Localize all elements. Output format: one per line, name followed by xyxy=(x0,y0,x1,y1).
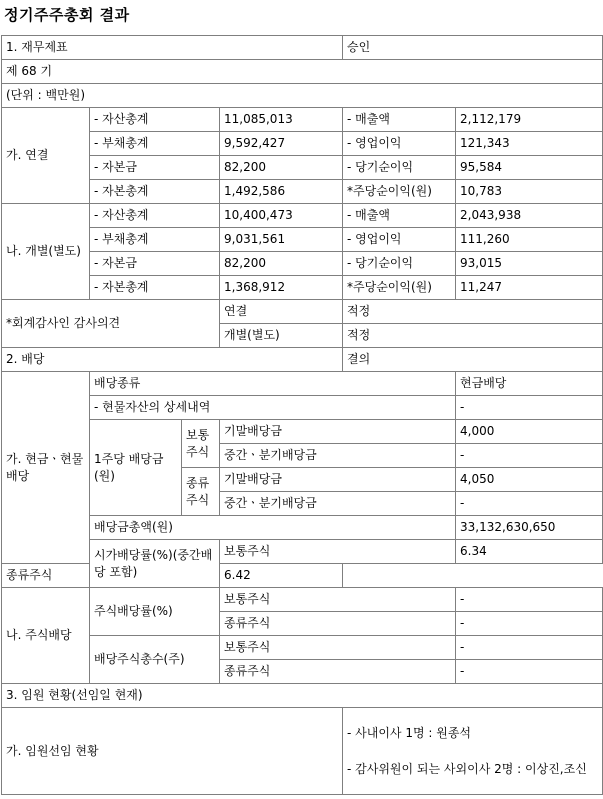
consolidated-item-value: 1,492,586 xyxy=(220,180,343,204)
consolidated-label: 가. 연결 xyxy=(2,108,90,204)
dividend-total-value: 33,132,630,650 xyxy=(456,516,603,540)
stock-rate-common-value: - xyxy=(456,588,603,612)
separate-item-value: 1,368,912 xyxy=(220,276,343,300)
separate-item-label: - 매출액 xyxy=(343,204,456,228)
appointment-line-2: - 감사위원이 되는 사외이사 2명 : 이상진,조신 xyxy=(347,761,587,776)
disclosure-table xyxy=(1,35,603,795)
separate-item-value: 9,031,561 xyxy=(220,228,343,252)
common-interim-value: - xyxy=(456,444,603,468)
yield-common-label: 보통주식 xyxy=(220,540,456,564)
fiscal-period: 제 68 기 xyxy=(2,60,603,84)
stock-rate-preferred-value: - xyxy=(456,612,603,636)
audit-separate-label: 개별(별도) xyxy=(220,324,343,348)
inkind-detail-label: - 현물자산의 상세내역 xyxy=(90,396,456,420)
year-end-dividend-label: 기말배당금 xyxy=(220,468,456,492)
consolidated-item-value: 82,200 xyxy=(220,156,343,180)
appointment-detail xyxy=(343,708,603,795)
consolidated-item-label: - 당기순이익 xyxy=(343,156,456,180)
separate-label: 나. 개별(별도) xyxy=(2,204,90,300)
table-row xyxy=(2,252,603,276)
separate-item-label: - 부채총계 xyxy=(90,228,220,252)
financials-value: 승인 xyxy=(343,36,603,60)
dividend-total-label: 배당금총액(원) xyxy=(90,516,456,540)
consolidated-item-value: 11,085,013 xyxy=(220,108,343,132)
separate-item-label: - 자본금 xyxy=(90,252,220,276)
directors-label: 3. 임원 현황(선임일 현재) xyxy=(2,684,603,708)
financials-label: 1. 재무제표 xyxy=(2,36,343,60)
consolidated-item-label: - 자본금 xyxy=(90,156,220,180)
per-share-dividend-label: 1주당 배당금(원) xyxy=(90,420,182,516)
separate-item-value: 11,247 xyxy=(456,276,603,300)
preferred-interim-value: - xyxy=(456,492,603,516)
dividend-value: 결의 xyxy=(343,348,603,372)
table-row xyxy=(2,228,603,252)
page-title: 정기주주총회 결과 xyxy=(4,6,130,24)
interim-dividend-label: 중간ㆍ분기배당금 xyxy=(220,444,456,468)
consolidated-item-label: - 자본총계 xyxy=(90,180,220,204)
yield-preferred-value: 6.42 xyxy=(220,564,343,588)
table-row xyxy=(2,132,603,156)
table-row xyxy=(2,108,603,132)
separate-item-value: 93,015 xyxy=(456,252,603,276)
consolidated-item-label: - 자산총계 xyxy=(90,108,220,132)
audit-consolidated-value: 적정 xyxy=(343,300,603,324)
unit-note: (단위 : 백만원) xyxy=(2,84,603,108)
dividend-yield-label: 시가배당률(%)(중간배당 포함) xyxy=(90,540,220,588)
table-row xyxy=(2,204,603,228)
stock-count-common-label: 보통주식 xyxy=(220,636,456,660)
separate-item-label: - 자산총계 xyxy=(90,204,220,228)
stock-dividend-label: 나. 주식배당 xyxy=(2,588,90,684)
consolidated-item-label: - 매출액 xyxy=(343,108,456,132)
separate-item-value: 10,400,473 xyxy=(220,204,343,228)
separate-item-value: 82,200 xyxy=(220,252,343,276)
inkind-detail-value: - xyxy=(456,396,603,420)
separate-item-label: - 자본총계 xyxy=(90,276,220,300)
stock-dividend-count-label: 배당주식총수(주) xyxy=(90,636,220,684)
consolidated-item-value: 9,592,427 xyxy=(220,132,343,156)
audit-separate-value: 적정 xyxy=(343,324,603,348)
table-row xyxy=(2,180,603,204)
common-share-label: 보통주식 xyxy=(182,420,220,468)
separate-item-value: 2,043,938 xyxy=(456,204,603,228)
dividend-type-value: 현금배당 xyxy=(456,372,603,396)
stock-rate-preferred-label: 종류주식 xyxy=(220,612,456,636)
stock-count-common-value: - xyxy=(456,636,603,660)
interim-dividend-label: 중간ㆍ분기배당금 xyxy=(220,492,456,516)
stock-rate-common-label: 보통주식 xyxy=(220,588,456,612)
preferred-share-label: 종류주식 xyxy=(182,468,220,516)
appointment-line-1: - 사내이사 1명 : 원종석 xyxy=(347,725,472,740)
consolidated-item-value: 95,584 xyxy=(456,156,603,180)
common-year-end-value: 4,000 xyxy=(456,420,603,444)
appointment-label: 가. 임원선임 현황 xyxy=(2,708,343,795)
consolidated-item-label: - 부채총계 xyxy=(90,132,220,156)
consolidated-item-value: 2,112,179 xyxy=(456,108,603,132)
year-end-dividend-label: 기말배당금 xyxy=(220,420,456,444)
audit-consolidated-label: 연결 xyxy=(220,300,343,324)
table-row xyxy=(2,276,603,300)
separate-item-label: *주당순이익(원) xyxy=(343,276,456,300)
table-row xyxy=(2,156,603,180)
consolidated-item-value: 10,783 xyxy=(456,180,603,204)
consolidated-item-label: *주당순이익(원) xyxy=(343,180,456,204)
yield-preferred-label: 종류주식 xyxy=(2,564,182,588)
consolidated-item-label: - 영업이익 xyxy=(343,132,456,156)
separate-item-value: 111,260 xyxy=(456,228,603,252)
preferred-year-end-value: 4,050 xyxy=(456,468,603,492)
dividend-type-label: 배당종류 xyxy=(90,372,456,396)
dividend-label: 2. 배당 xyxy=(2,348,343,372)
stock-count-preferred-label: 종류주식 xyxy=(220,660,456,684)
separate-item-label: - 당기순이익 xyxy=(343,252,456,276)
stock-count-preferred-value: - xyxy=(456,660,603,684)
audit-opinion-label: *회계감사인 감사의견 xyxy=(2,300,220,348)
consolidated-item-value: 121,343 xyxy=(456,132,603,156)
stock-dividend-rate-label: 주식배당률(%) xyxy=(90,588,220,636)
separate-item-label: - 영업이익 xyxy=(343,228,456,252)
cash-dividend-label: 가. 현금ㆍ현물배당 xyxy=(2,372,90,564)
yield-common-value: 6.34 xyxy=(456,540,603,564)
